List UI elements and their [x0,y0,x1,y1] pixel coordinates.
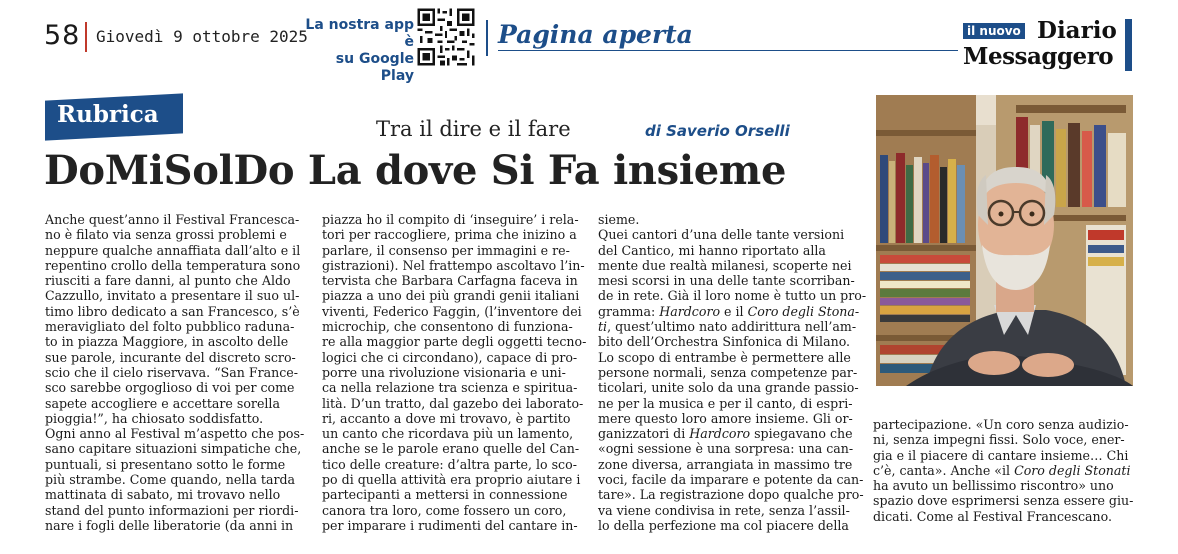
article-column-2: piazza ho il compito di ‘inseguire’ i rela- tori per raccogliere, prima che inizino a parlare, il consenso per immagini e re- gistrazioni). Nel frattempo ascoltavo l’in- tervista che Barbara Carfagna faceva in piazza a uno dei più grandi genii italiani viventi, Federico Faggin, (l’inventore dei microchip, che consentono di funziona- re alla maggior parte degli oggetti tecno- logici che ci circondano), capace di pro- porre una rivoluzione visionaria e uni- ca nella relazione tra scienza e spiritua- lità. D’un tratto, dal gazebo dei laborato- ri, accanto a dove mi trovavo, è partito un canto che ricordava più un lamento, anche se le parole erano quelle del Can- tico delle creature: d’altra parte, lo sco- po di quella attività era proprio aiutare i partecipanti a mettersi in connessione canora tra loro, come fossero un coro, per imparare i rudimenti del cantare in- [322,212,587,533]
newspaper-logo[interactable] [963,17,1133,72]
ensemble-name: Hardcoro [659,303,721,319]
text-run: partecipazione. «Un coro senza audizio- ni, senza impegni fissi. Solo voce, ener- gia e il piacere di cantare insieme… Chi c’è, canta». Anche «il [873,417,1129,478]
text-run: spiegavano che «ogni sessione è una sorpresa: una can- zone diversa, arrangiata in massimo tre voci, facile da imparare e potente da can- tare». La registrazione dopo qualche pro- va viene condivisa in rete, senza l’assil- lo della perfezione ma col piacere della [598,426,864,533]
logo-line1: Diario [1037,17,1117,44]
app-promo-line2: su Google Play [335,51,414,84]
app-promo [304,17,414,85]
logo-line2: Messaggero [963,43,1114,70]
article-column-3 [598,212,867,533]
header-rule [498,50,958,51]
author-photo [876,95,1133,386]
ensemble-name: Coro degli Stonati [1014,462,1131,478]
page-header [0,0,1178,84]
ensemble-name: Coro degli Stona- ti [598,303,860,335]
text-run: sieme. Quei cantori d’una delle tante versioni del Cantico, mi hanno riportato alla mente due realtà milanesi, scoperte nei mesi scorsi in una delle tante scorriban- de in rete. Già il loro nome è tutto un pro- gramma: [598,212,867,319]
article-column-4 [873,417,1138,524]
byline: di Saverio Orselli [645,122,790,140]
header-divider [85,22,87,52]
app-promo-line1: La nostra app è [305,17,414,50]
text-run: ha avuto un bellissimo riscontro» uno spazio dove esprimersi senza essere giu- dicati. Come al Festival Francescano. [873,478,1134,524]
column-kicker: Tra il dire e il fare [376,117,571,141]
page-number: 58 [44,20,81,51]
ensemble-name: Hardcoro [689,426,751,442]
rubric-label: Rubrica [57,101,159,128]
logo-bar [1125,19,1132,71]
logo-small-text: il nuovo [963,23,1025,39]
issue-date: Giovedì 9 ottobre 2025 [96,27,308,46]
headline: DoMiSolDo La dove Si Fa insieme [44,147,787,194]
text-run: e il [720,303,748,319]
section-title: Pagina aperta [498,20,693,49]
text-run: , quest’ultimo nato addirittura nell’am- bito dell’Orchestra Sinfonica di Milano. Lo scopo di entrambe è permettere alle persone normali, senza competenze par- ticolari, unite solo da una grande passio- ne per la musica e per il canto, di espri- mere questo loro amore insieme. Gli or- ganizzatori di [598,319,859,442]
section-divider [486,20,488,56]
qr-code-icon[interactable] [415,6,477,68]
article-column-1: Anche quest’anno il Festival Francesca- no è filato via senza grossi problemi e neppure qualche annaffiata dall’alto e il repentino crollo della temperatura sono riusciti a fare danni, al punto che Aldo Cazzullo, invitato a presentare il suo ul- timo libro dedicato a san Francesco, s’è meravigliato del folto pubblico raduna- to in piazza Maggiore, in ascolto delle sue parole, incurante del discreto scro- scio che il cielo riservava. “San France- sco sarebbe orgoglioso di voi per come sapete accogliere e accettare sorella pioggia!”, ha chiosato soddisfatto. Ogni anno al Festival m’aspetto che pos- sano capitare situazioni simpatiche che, puntuali, si presentano sotto le forme più strambe. Come quando, nella tarda mattinata di sabato, mi trovavo nello stand del punto informazioni per riordi- nare i fogli delle liberatorie (da anni in [45,212,305,533]
